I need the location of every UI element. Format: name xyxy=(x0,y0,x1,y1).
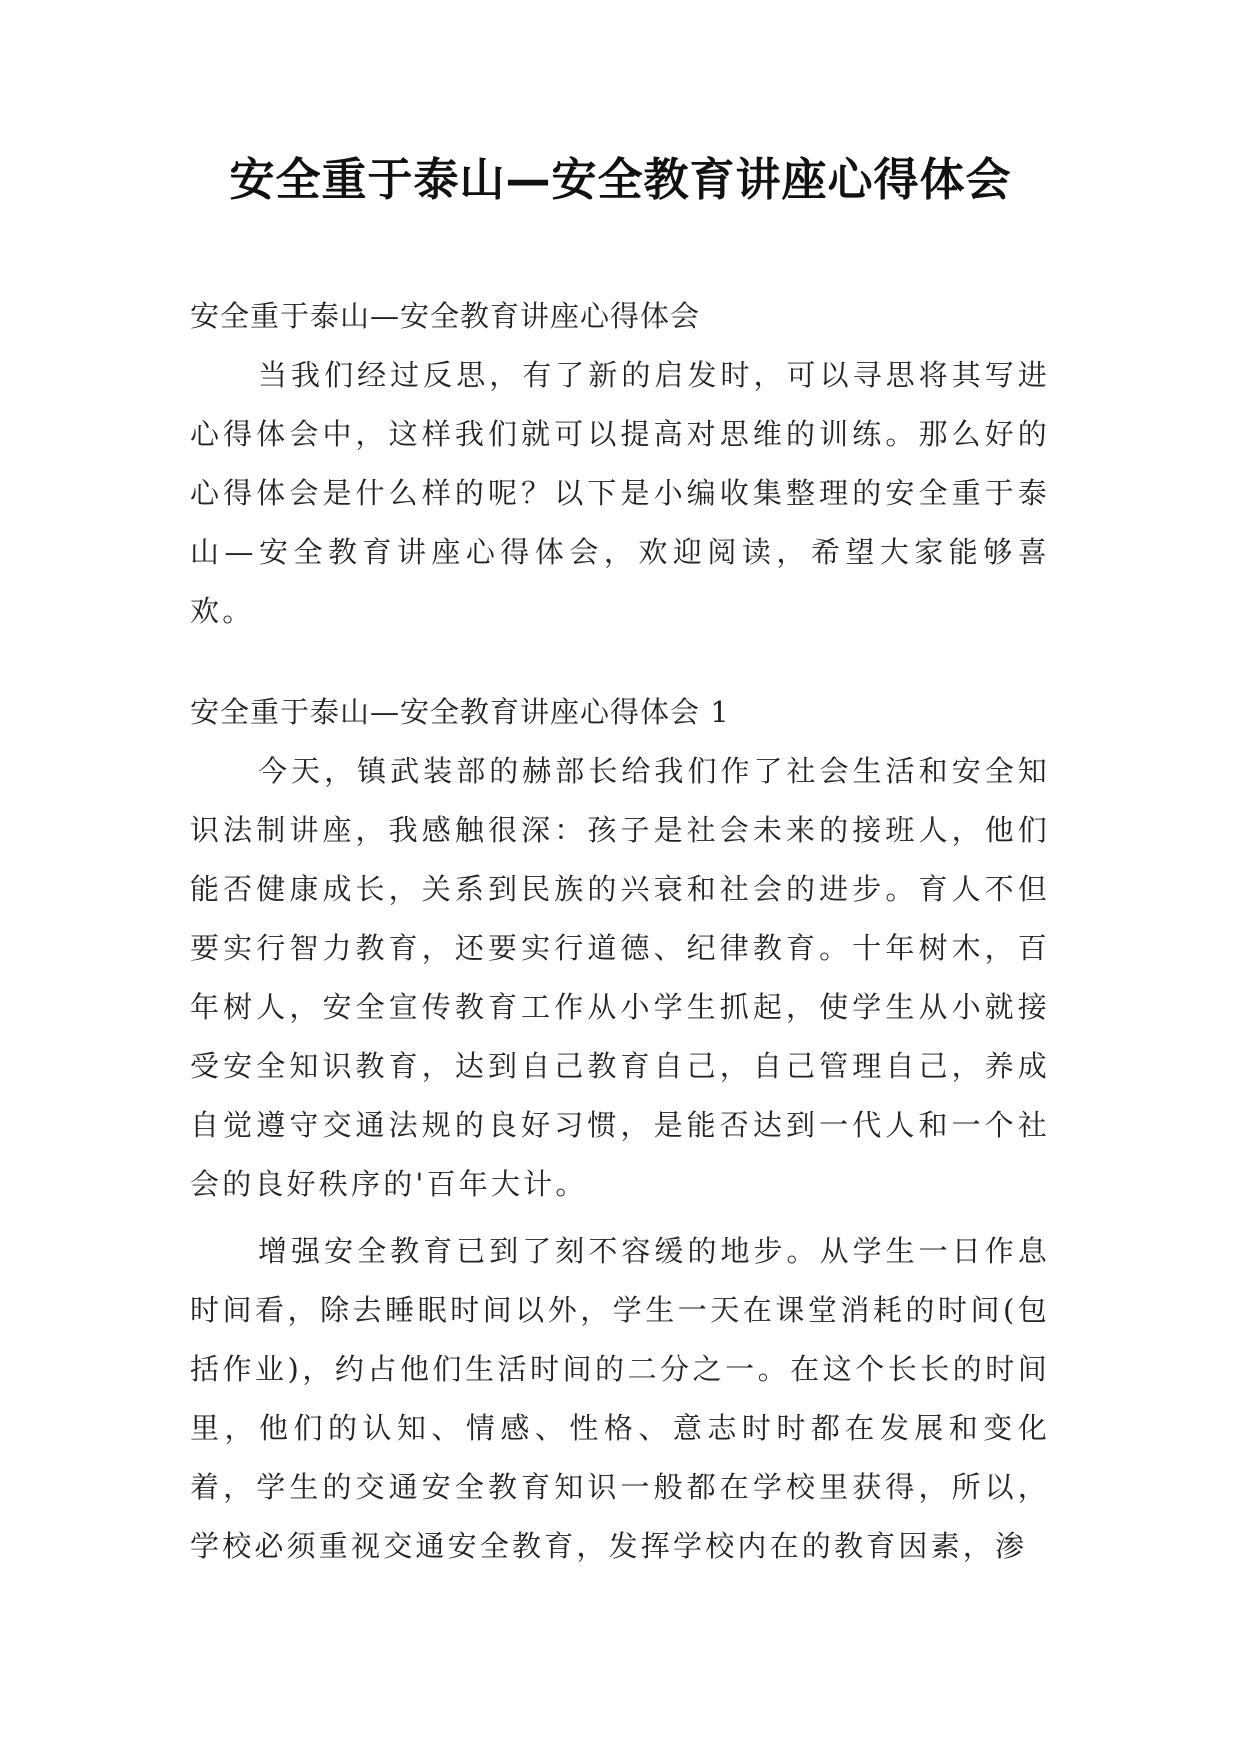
document-title: 安全重于泰山—安全教育讲座心得体会 xyxy=(229,153,1012,206)
section-1 xyxy=(190,682,1050,1576)
intro-paragraph: 当我们经过反思，有了新的启发时，可以寻思将其写进心得体会中，这样我们就可以提高对思维的训练。那么好的心得体会是什么样的呢？以下是小编收集整理的安全重于泰山—安全教育讲座心得体会，欢迎阅读，希望大家能够喜欢。 xyxy=(190,358,1050,628)
intro-section xyxy=(190,286,1050,641)
section-1-paragraph-1: 今天，镇武装部的赫部长给我们作了社会生活和安全知识法制讲座，我感触很深：孩子是社会未来的接班人，他们能否健康成长，关系到民族的兴衰和社会的进步。育人不但要实行智力教育，还要实行道德、纪律教育。十年树木，百年树人，安全宣传教育工作从小学生抓起，使学生从小就接受安全知识教育，达到自己教育自己，自己管理自己，养成自觉遵守交通法规的良好习惯，是能否达到一代人和一个社会的良好秩序的'百年大计。 xyxy=(190,754,1050,1201)
section-1-paragraph-2: 增强安全教育已到了刻不容缓的地步。从学生一日作息时间看，除去睡眠时间以外，学生一天在课堂消耗的时间(包括作业)，约占他们生活时间的二分之一。在这个长长的时间里，他们的认知、情感、性格、意志时时都在发展和变化着，学生的交通安全教育知识一般都在学校里获得，所以，学校必须重视交通安全教育，发挥学校内在的教育因素，渗 xyxy=(190,1234,1050,1563)
intro-heading: 安全重于泰山—安全教育讲座心得体会 xyxy=(190,299,701,333)
section-1-heading: 安全重于泰山—安全教育讲座心得体会 1 xyxy=(190,695,730,729)
